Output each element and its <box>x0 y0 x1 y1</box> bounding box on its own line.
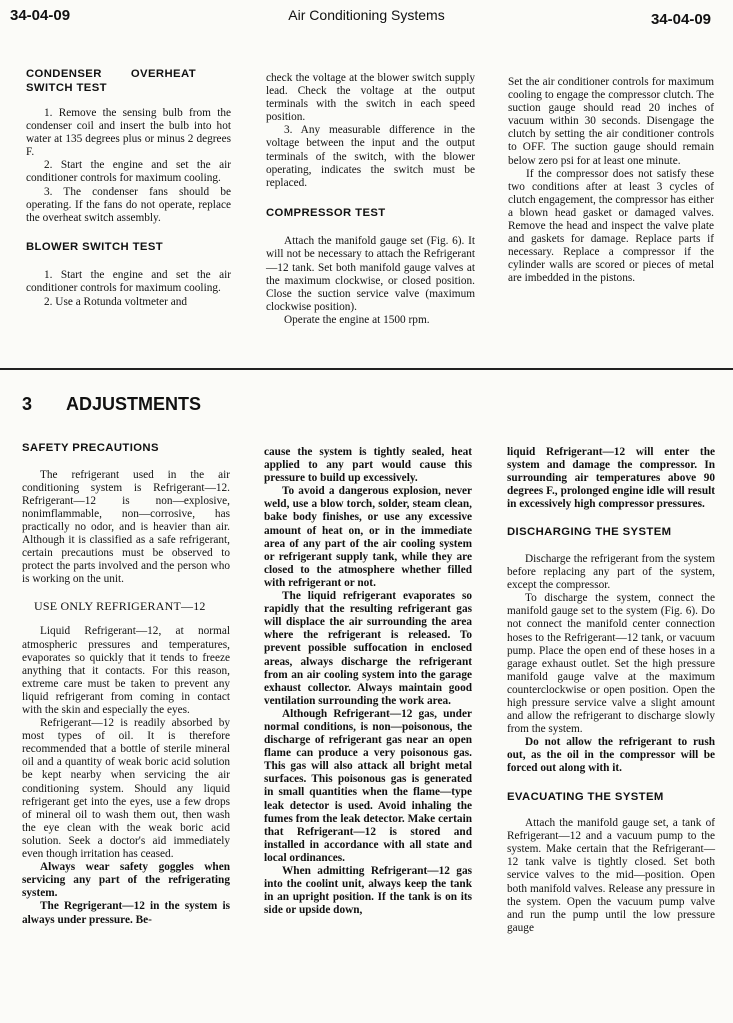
paragraph: The Regrigerant—12 in the system is always under pressure. Be- <box>22 900 230 926</box>
bottom-column-2 <box>264 446 472 917</box>
paragraph: To discharge the system, connect the manifold gauge set to the system (Fig. 6). Do not connect the manifold center connection hoses to the Refrigerant—12 tank, or vacuum pump. Place the open end of these hoses in a garage exhaust outlet. Set the high pressure manifold gauge valve at the maximum counterclockwise or open position. Open the high pressure service valve a slight amount and allow the refrigerant to discharge slowly from the system. <box>507 592 715 736</box>
paragraph: Refrigerant—12 is readily absorbed by most types of oil. It is therefore recommended that a bottle of sterile mineral oil and a quantity of weak boric acid solution be kept nearby when servicing the air conditioning system. Should any liquid refrigerant get into the eyes, use a few drops of mineral oil to wash them out, then wash the eye clean with the weak boric acid solution. Seek a doctor's aid immediately even though irritation has ceased. <box>22 717 230 861</box>
paragraph: Although Refrigerant—12 gas, under normal conditions, is non—poisonous, the discharge of refrigerant gas near an open flame can produce a very poisonous gas. This gas will also attack all bright metal surfaces. This poisonous gas is generated in small quantities when the flame—type leak detector is used. Avoid inhaling the fumes from the leak detector. Make certain that Refrigerant—12 is stored and installed in accordance with all state and local ordinances. <box>264 707 472 864</box>
safety-precautions-heading: SAFETY PRECAUTIONS <box>22 442 159 454</box>
discharging-heading: DISCHARGING THE SYSTEM <box>507 526 672 539</box>
paragraph: Always wear safety goggles when servicing any part of the refrigerating system. <box>22 861 230 900</box>
top-column-2 <box>266 72 475 327</box>
section-divider <box>0 368 733 370</box>
paragraph: To avoid a dangerous explosion, never weld, use a blow torch, solder, steam clean, bake body finishes, or use any excessive amount of heat on, or in the immediate area of any part of the air cooling system or refrigerant supply tank, while they are closed to the atmosphere whether filled with refrigerant or not. <box>264 485 472 589</box>
paragraph: liquid Refrigerant—12 will enter the system and damage the compressor. In surrounding air temperatures above 90 degrees F., prolonged engine idle will result in excessively high compressor pressures. <box>507 446 715 511</box>
paragraph: Do not allow the refrigerant to rush out, as the oil in the compressor will be forced out along with it. <box>507 736 715 775</box>
paragraph: Attach the manifold gauge set, a tank of Refrigerant—12 and a vacuum pump to the system. Make certain that the Refrigerant—12 tank valve is tightly closed. Set both service valves to the mid—position. Open both manifold valves. Release any pressure in the system. Open the vacuum pump valve and run the pump until the low pressure gauge <box>507 817 715 934</box>
paragraph: 3. Any measurable difference in the voltage between the input and the output terminals of the switch, with the blower operating, indicates the switch must be replaced. <box>266 124 475 189</box>
blower-switch-heading: BLOWER SWITCH TEST <box>26 240 164 253</box>
paragraph: When admitting Refrigerant—12 gas into the coolint unit, always keep the tank in an upright position. If the tank is on its side or upside down, <box>264 865 472 917</box>
paragraph: The liquid refrigerant evaporates so rapidly that the resulting refrigerant gas will displace the air surrounding the area where the refrigerant is released. To prevent possible suffocation in enclosed areas, always discharge the refrigerant from an air cooling system into the garage exhaust collector. Always maintain good ventilation surrounding the work area. <box>264 590 472 707</box>
paragraph: Set the air conditioner controls for maximum cooling to engage the compressor clutch. The suction gauge should read 20 inches of vacuum within 30 seconds. Disengage the clutch by setting the air conditioner controls to OFF. The suction gauge should remain below zero psi for at least one minute. <box>508 76 714 167</box>
use-only-refrigerant-heading: USE ONLY REFRIGERANT—12 <box>34 599 206 614</box>
section-number: 3 <box>22 394 33 414</box>
paragraph: Liquid Refrigerant—12, at normal atmospheric pressures and temperatures, evaporates so quickly that it tends to freeze anything that it contacts. For this reason, extreme care must be taken to prevent any liquid refrigerant from coming in contact with the skin and especially the eyes. <box>22 625 230 716</box>
top-column-3 <box>508 76 714 286</box>
page-number-right: 34-04-09 <box>650 11 711 28</box>
compressor-test-heading: COMPRESSOR TEST <box>266 206 386 219</box>
paragraph: 1. Start the engine and set the air conditioner controls for maximum cooling. <box>26 269 231 295</box>
paragraph: Operate the engine at 1500 rpm. <box>284 313 430 326</box>
paragraph: 1. Remove the sensing bulb from the condenser coil and insert the bulb into hot water at 135 degrees plus or minus 2 degrees F. <box>26 107 231 159</box>
bottom-column-1 <box>22 442 230 927</box>
bottom-column-3 <box>507 446 715 935</box>
paragraph: 2. Use a Rotunda voltmeter and <box>44 295 188 308</box>
section-heading <box>22 394 201 415</box>
page-number-left: 34-04-09 <box>10 7 71 24</box>
top-column-1 <box>26 68 231 309</box>
paragraph: Discharge the refrigerant from the system before replacing any part of the system, except the compressor. <box>507 552 715 592</box>
paragraph: 3. The condenser fans should be operating. If the fans do not operate, replace the overheat switch assembly. <box>26 185 231 224</box>
paragraph: The refrigerant used in the air conditioning system is Refrigerant—12. Refrigerant—12 is non—explosive, nonimflammable, non—corrosive, has practically no odor, and is heavier than air. Although it is classified as a safe refrigerant, certain precautions must be observed to protect the parts involved and the person who is working on the unit. <box>22 468 230 586</box>
section-title: ADJUSTMENTS <box>66 394 202 414</box>
paragraph: Attach the manifold gauge set (Fig. 6). It will not be necessary to attach the Refrigerant—12 tank. Set both manifold gauge valves at the maximum clockwise, or closed position. Close the suction service valve (maximum clockwise position). <box>266 235 475 313</box>
paragraph: If the compressor does not satisfy these two conditions after at least 3 cycles of clutch engagement, the compressor has either a blown head gasket or damaged valves. Remove the head and inspect the valve plate and gaskets for damage. Replace parts if necessary. Replace a compressor if the cylinder walls are scored or pieces of metal are imbedded in the pistons. <box>508 167 714 285</box>
evacuating-heading: EVACUATING THE SYSTEM <box>507 790 664 803</box>
paragraph: check the voltage at the blower switch supply lead. Check the voltage at the output terminals with the switch in each speed position. <box>266 72 475 124</box>
paragraph: 2. Start the engine and set the air conditioner controls for maximum cooling. <box>26 159 231 185</box>
condenser-overheat-heading: CONDENSER OVERHEAT SWITCH TEST <box>26 68 196 94</box>
paragraph: cause the system is tightly sealed, heat applied to any part would cause this pressure to build up excessively. <box>264 446 472 485</box>
page-title: Air Conditioning Systems <box>288 7 445 23</box>
